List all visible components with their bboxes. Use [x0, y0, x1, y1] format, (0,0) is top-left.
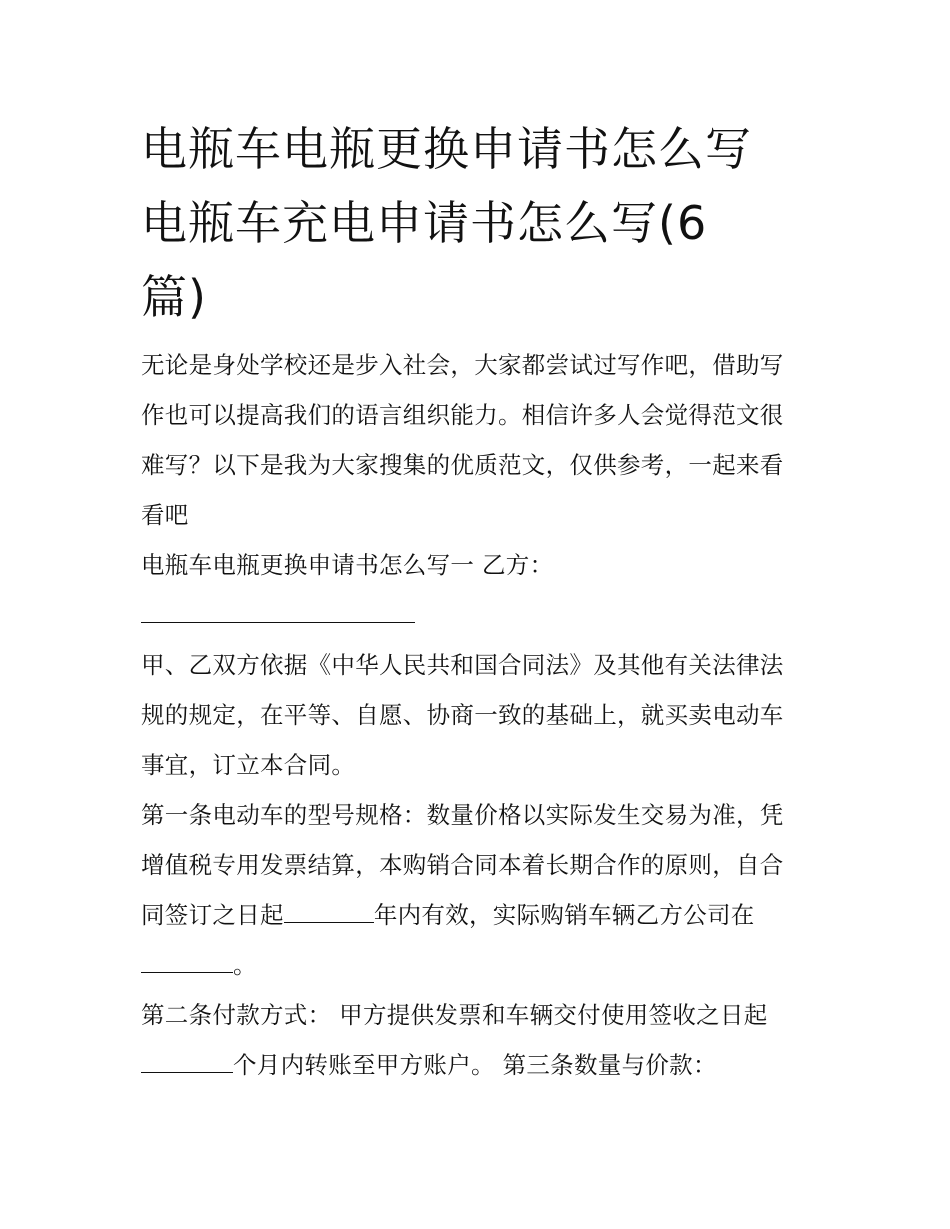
- intro-line-1: 无论是身处学校还是步入社会，大家都尝试过写作吧，借助写: [141, 351, 784, 379]
- party-b-blank-line: [141, 590, 813, 640]
- section-heading-line: 电瓶车电瓶更换申请书怎么写一 乙方：: [141, 551, 554, 579]
- section-heading: [141, 540, 813, 640]
- title-line-1: 电瓶车电瓶更换申请书怎么写: [141, 122, 752, 176]
- location-blank: [141, 951, 233, 973]
- title-line-3: 篇): [141, 270, 207, 324]
- article2-line-2-end: 个月内转账至甲方账户。 第三条数量与价款：: [233, 1051, 717, 1079]
- intro-paragraph: [141, 340, 813, 540]
- article1-line-1: 第一条电动车的型号规格：数量价格以实际发生交易为准，凭: [141, 801, 784, 829]
- article2-line-2: [141, 1040, 813, 1090]
- document-page: [141, 112, 813, 1090]
- months-blank: [141, 1051, 233, 1073]
- article1-line-4: [141, 940, 813, 990]
- article-1-paragraph: [141, 790, 813, 990]
- article2-line-1: 第二条付款方式： 甲方提供发票和车辆交付使用签收之日起: [141, 1001, 768, 1029]
- years-blank: [284, 901, 374, 923]
- article1-line-4-end: 。: [233, 951, 257, 979]
- article1-line-3: [141, 890, 813, 940]
- article1-line-2: 增值税专用发票结算，本购销合同本着长期合作的原则，自合: [141, 851, 784, 879]
- blank-underline: [141, 601, 415, 623]
- contract-basis-paragraph: [141, 640, 813, 790]
- basis-line-3: 事宜，订立本合同。: [141, 751, 356, 779]
- document-title: [141, 112, 813, 334]
- basis-line-2: 规的规定，在平等、自愿、协商一致的基础上，就买卖电动车: [141, 701, 784, 729]
- basis-line-1: 甲、乙双方依据《中华人民共和国合同法》及其他有关法律法: [141, 651, 784, 679]
- intro-line-2: 作也可以提高我们的语言组织能力。相信许多人会觉得范文很: [141, 401, 784, 429]
- article-2-paragraph: [141, 990, 813, 1090]
- article1-line-3-end: 年内有效，实际购销车辆乙方公司在: [373, 901, 755, 929]
- title-line-2: 电瓶车充电申请书怎么写(6: [141, 196, 708, 250]
- intro-line-3: 难写？以下是我为大家搜集的优质范文，仅供参考，一起来看: [141, 451, 784, 479]
- intro-line-4: 看吧: [141, 501, 189, 529]
- article1-line-3-start: 同签订之日起: [141, 901, 284, 929]
